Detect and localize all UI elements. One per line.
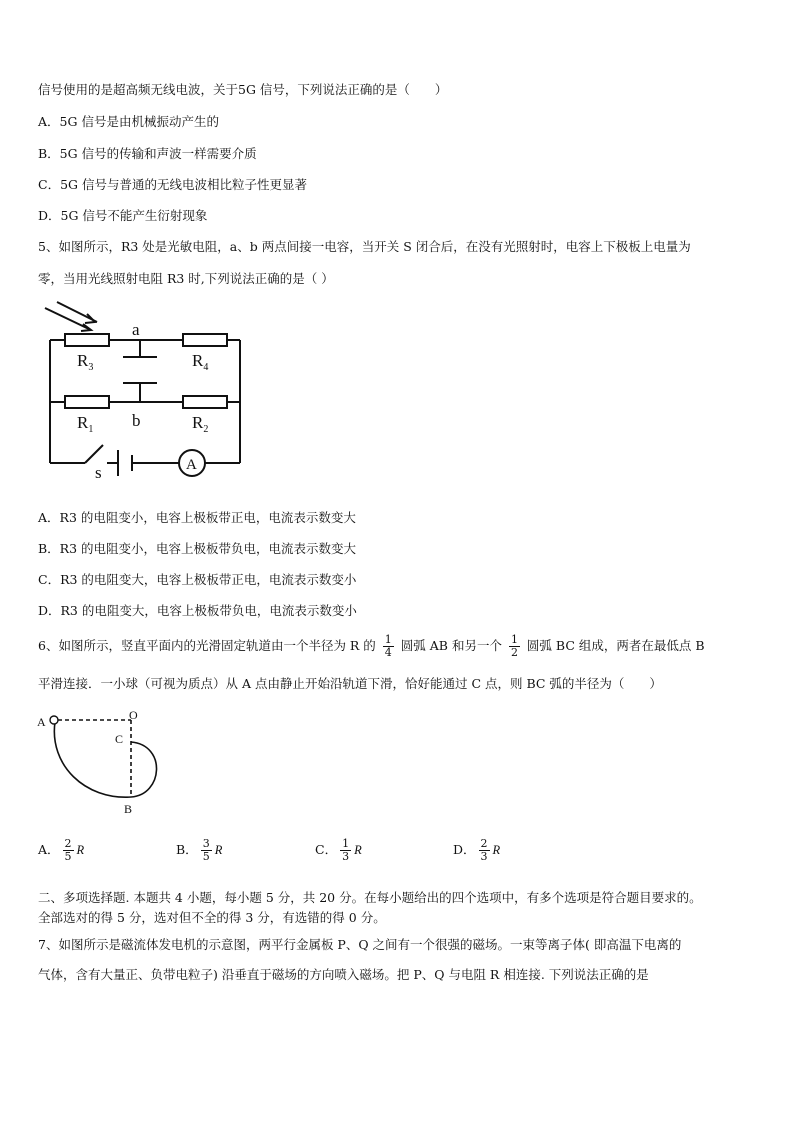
q5-label-r1: $R_1$ <box>77 413 94 435</box>
q4-option-d: D．5G 信号不能产生衍射现象 <box>38 208 208 223</box>
q5-option-a: A．R3 的电阻变小，电容上极板带正电，电流表示数变大 <box>38 510 356 525</box>
q5-label-r4: $R_4$ <box>192 351 209 373</box>
q5-label-r2: $R_2$ <box>192 413 209 435</box>
q6-label-c: C <box>115 732 124 746</box>
q4-option-c: C．5G 信号与普通的无线电波相比粒子性更显著 <box>38 177 307 192</box>
q6-option-a: A． $\frac{2}{5}$ R <box>38 837 85 863</box>
q5-circuit-diagram <box>35 300 250 480</box>
q6-fraction-quarter: $\frac{1}{4}$ <box>384 633 392 659</box>
q6-label-o: O <box>129 708 138 722</box>
q4-stem: 信号使用的是超高频无线电波，关于5G 信号，下列说法正确的是（ ） <box>38 82 448 97</box>
section2-heading-line2: 全部选对的得 5 分，选对但不全的得 3 分，有选错的得 0 分。 <box>38 910 386 925</box>
q5-option-c: C．R3 的电阻变大，电容上极板带正电，电流表示数变小 <box>38 572 357 587</box>
q4-option-b: B．5G 信号的传输和声波一样需要介质 <box>38 146 257 161</box>
q5-label-b: b <box>132 411 141 430</box>
q5-stem-line1: 5、如图所示，R3 处是光敏电阻，a、b 两点间接一电容，当开关 S 闭合后，在没有光照射时，电容上下极板上电量为 <box>38 239 691 254</box>
q5-option-d: D．R3 的电阻变大，电容上极板带负电，电流表示数变小 <box>38 603 357 618</box>
q6-stem-line1: 6、如图所示，竖直平面内的光滑固定轨道由一个半径为 R 的 $\frac{1}{4}$ 圆弧 AB 和另一个 $\frac{1}{2}$ 圆弧 BC 组成，两者在最低点 B <box>38 633 705 659</box>
q6-stem-line2: 平滑连接．一小球（可视为质点）从 A 点由静止开始沿轨道下滑，恰好能通过 C 点，则 BC 弧的半径为（ ） <box>38 676 662 691</box>
q6-label-b: B <box>124 802 133 816</box>
ammeter-icon: A <box>186 457 197 473</box>
q5-stem-line2: 零，当用光线照射电阻 R3 时,下列说法正确的是（ ） <box>38 271 334 286</box>
q6-option-c: C． $\frac{1}{3}$ R <box>315 837 362 863</box>
q6-label-a: A <box>37 715 46 729</box>
q5-label-a: a <box>132 320 140 339</box>
q6-fraction-half: $\frac{1}{2}$ <box>510 633 518 659</box>
q6-option-d: D． $\frac{2}{3}$ R <box>453 837 501 863</box>
q7-stem-line2: 气体，含有大量正、负带电粒子) 沿垂直于磁场的方向喷入磁场。把 P、Q 与电阻 R 相连接. 下列说法正确的是 <box>38 967 649 982</box>
q6-option-b: B． $\frac{3}{5}$ R <box>176 837 223 863</box>
q7-stem-line1: 7、如图所示是磁流体发电机的示意图，两平行金属板 P、Q 之间有一个很强的磁场。一束等离子体( 即高温下电离的 <box>38 937 682 952</box>
q5-label-s: s <box>95 463 102 480</box>
q4-option-a: A．5G 信号是由机械振动产生的 <box>38 114 219 129</box>
q6-track-diagram <box>35 705 175 820</box>
q5-option-b: B．R3 的电阻变小，电容上极板带负电，电流表示数变大 <box>38 541 357 556</box>
q5-label-r3: $R_3$ <box>77 351 94 373</box>
section2-heading-line1: 二、多项选择题. 本题共 4 小题，每小题 5 分，共 20 分。在每小题给出的四个选项中，有多个选项是符合题目要求的。 <box>38 890 702 905</box>
